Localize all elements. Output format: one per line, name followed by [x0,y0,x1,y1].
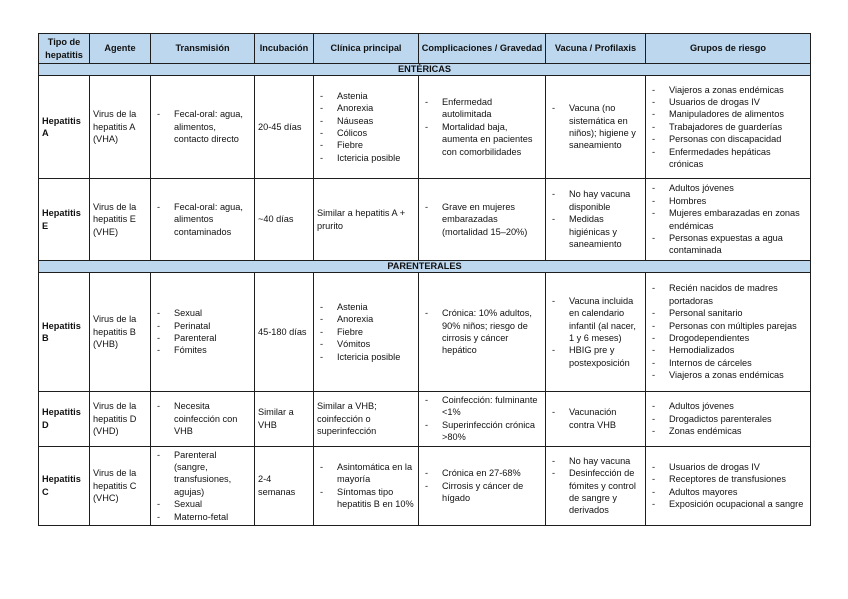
cell-complications [419,179,546,261]
header-risk: Grupos de riesgo [646,34,811,64]
list-item: - Anorexia [317,313,415,325]
cell-incubation: Similar a VHB [255,392,314,447]
transmission-list [154,449,251,523]
cell-agent: Virus de la hepatitis C (VHC) [90,446,151,525]
cell-transmission [151,446,255,525]
transmission-list [154,201,251,238]
header-vaccine: Vacuna / Profilaxis [546,34,646,64]
cell-risk [646,76,811,179]
list-item: - Cólicos [317,127,415,139]
transmission-list [154,108,251,145]
cell-incubation: ~40 días [255,179,314,261]
list-item: - Náuseas [317,115,415,127]
list-item: - Adultos mayores [649,486,807,498]
list-item: - Perinatal [154,320,251,332]
list-item: - Drogadictos parenterales [649,413,807,425]
list-item: - Vacuna incluida en calendario infantil (al nacer, 1 y 6 meses) [549,295,642,345]
list-item: - Asintomática en la mayoría [317,461,415,486]
transmission-list [154,400,251,437]
table-row-hepatitis-d [39,392,811,447]
header-clinical: Clínica principal [314,34,419,64]
list-item: - Fiebre [317,139,415,151]
list-item: - Necesita coinfección con VHB [154,400,251,437]
cell-complications [419,76,546,179]
list-item: - Ictericia posible [317,351,415,363]
list-item: - Receptores de transfusiones [649,473,807,485]
cell-vaccine [546,179,646,261]
list-item: - Vacuna (no sistemática en niños); higiene y saneamiento [549,102,642,152]
header-type: Tipo de hepatitis [39,34,90,64]
list-item: - Crónica en 27-68% [422,467,542,479]
cell-vaccine [546,273,646,392]
list-item: - Mujeres embarazadas en zonas endémicas [649,207,807,232]
risk-list [649,182,807,256]
cell-clinical: Similar a VHB; coinfección o superinfección [314,392,419,447]
cell-vaccine [546,446,646,525]
section-enteric-label: ENTÉRICAS [39,64,811,76]
cell-clinical [314,76,419,179]
cell-agent: Virus de la hepatitis A (VHA) [90,76,151,179]
list-item: - Cirrosis y cáncer de hígado [422,480,542,505]
cell-transmission [151,76,255,179]
cell-agent: Virus de la hepatitis E (VHE) [90,179,151,261]
header-incubation: Incubación [255,34,314,64]
cell-complications [419,273,546,392]
section-row-parenteral [39,261,811,273]
header-complications: Complicaciones / Gravedad [419,34,546,64]
cell-clinical [314,273,419,392]
cell-type: Hepatitis C [39,446,90,525]
list-item: - Grave en mujeres embarazadas (mortalidad 15–20%) [422,201,542,238]
cell-risk [646,273,811,392]
risk-list [649,461,807,511]
cell-vaccine [546,76,646,179]
cell-transmission [151,179,255,261]
list-item: - Crónica: 10% adultos, 90% niños; riesgo de cirrosis y cáncer hepático [422,307,542,357]
complications-list [422,307,542,357]
complications-list [422,394,542,444]
list-item: - Anorexia [317,102,415,114]
list-item: - Recién nacidos de madres portadoras [649,282,807,307]
list-item: - Usuarios de drogas IV [649,96,807,108]
list-item: - Internos de cárceles [649,357,807,369]
risk-list [649,84,807,171]
header-transmission: Transmisión [151,34,255,64]
list-item: - Fecal-oral: agua, alimentos, contacto directo [154,108,251,145]
vaccine-list [549,295,642,369]
complications-list [422,96,542,158]
table-row-hepatitis-a [39,76,811,179]
cell-incubation: 2-4 semanas [255,446,314,525]
vaccine-list [549,406,642,431]
list-item: - Personas expuestas a agua contaminada [649,232,807,257]
list-item: - Astenia [317,90,415,102]
list-item: - Personal sanitario [649,307,807,319]
list-item: - Coinfección: fulminante <1% [422,394,542,419]
list-item: - No hay vacuna disponible [549,188,642,213]
complications-list [422,201,542,238]
list-item: - Parenteral (sangre, transfusiones, agujas) [154,449,251,499]
list-item: - Trabajadores de guarderías [649,121,807,133]
list-item: - Viajeros a zonas endémicas [649,84,807,96]
cell-risk [646,446,811,525]
list-item: - Manipuladores de alimentos [649,108,807,120]
cell-type: Hepatitis B [39,273,90,392]
risk-list [649,282,807,381]
list-item: - Fómites [154,344,251,356]
cell-risk [646,392,811,447]
list-item: - Sexual [154,307,251,319]
cell-type: Hepatitis D [39,392,90,447]
clinical-list [317,301,415,363]
list-item: - Hemodializados [649,344,807,356]
vaccine-list [549,102,642,152]
clinical-list [317,461,415,511]
vaccine-list [549,188,642,250]
list-item: - Ictericia posible [317,152,415,164]
list-item: - Enfermedades hepáticas crónicas [649,146,807,171]
table-row-hepatitis-b [39,273,811,392]
list-item: - Vacunación contra VHB [549,406,642,431]
list-item: - Astenia [317,301,415,313]
section-row-enteric [39,64,811,76]
list-item: - Viajeros a zonas endémicas [649,369,807,381]
cell-transmission [151,392,255,447]
cell-complications [419,446,546,525]
list-item: - Zonas endémicas [649,425,807,437]
vaccine-list [549,455,642,517]
cell-type: Hepatitis A [39,76,90,179]
list-item: - Parenteral [154,332,251,344]
cell-transmission [151,273,255,392]
list-item: - Personas con discapacidad [649,133,807,145]
cell-vaccine [546,392,646,447]
cell-type: Hepatitis E [39,179,90,261]
header-agent: Agente [90,34,151,64]
list-item: - Medidas higiénicas y saneamiento [549,213,642,250]
transmission-list [154,307,251,357]
list-item: - Personas con múltiples parejas [649,320,807,332]
list-item: - Hombres [649,195,807,207]
cell-incubation: 20-45 días [255,76,314,179]
risk-list [649,400,807,437]
list-item: - Exposición ocupacional a sangre [649,498,807,510]
list-item: - Fecal-oral: agua, alimentos contaminados [154,201,251,238]
list-item: - Drogodependientes [649,332,807,344]
list-item: - Síntomas tipo hepatitis B en 10% [317,486,415,511]
cell-clinical [314,446,419,525]
list-item: - Sexual [154,498,251,510]
cell-agent: Virus de la hepatitis B (VHB) [90,273,151,392]
list-item: - Adultos jóvenes [649,400,807,412]
cell-agent: Virus de la hepatitis D (VHD) [90,392,151,447]
list-item: - Desinfección de fómites y control de sangre y derivados [549,467,642,517]
list-item: - Vómitos [317,338,415,350]
section-parenteral-label: PARENTERALES [39,261,811,273]
list-item: - Enfermedad autolimitada [422,96,542,121]
header-row [39,34,811,64]
list-item: - Mortalidad baja, aumenta en pacientes con comorbilidades [422,121,542,158]
clinical-list [317,90,415,164]
list-item: - Adultos jóvenes [649,182,807,194]
list-item: - HBIG pre y postexposición [549,344,642,369]
table-row-hepatitis-e [39,179,811,261]
cell-complications [419,392,546,447]
list-item: - Usuarios de drogas IV [649,461,807,473]
list-item: - Fiebre [317,326,415,338]
complications-list [422,467,542,504]
table-row-hepatitis-c [39,446,811,525]
list-item: - Materno-fetal [154,511,251,523]
cell-risk [646,179,811,261]
cell-clinical: Similar a hepatitis A + prurito [314,179,419,261]
cell-incubation: 45-180 días [255,273,314,392]
list-item: - Superinfección crónica >80% [422,419,542,444]
hepatitis-table [38,33,811,526]
list-item: - No hay vacuna [549,455,642,467]
